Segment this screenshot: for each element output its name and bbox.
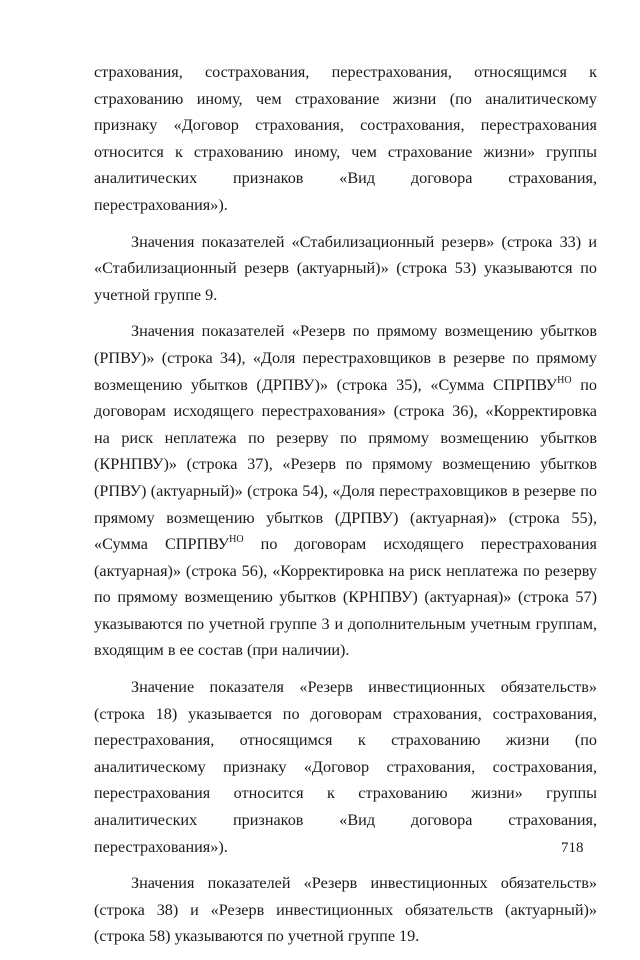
page-number: 718 — [561, 840, 584, 856]
text-run: Значение показателя «Резерв инвестиционных обязательств» (строка 18) указывается по договорам страхования, сострахования, перестрахования, относящимся к страхованию жизни (по аналитическому признаку «Договор страхования, сострахования, перестрахования относится к страхованию жизни» группы аналитических признаков «Вид договора страхования, перестрахования»). — [94, 678, 597, 856]
text-run: Значения показателей «Стабилизационный резерв» (строка 33) и «Стабилизационный резерв (актуарный)» (строка 53) указываются по учетной группе 9. — [94, 232, 597, 304]
paragraph — [94, 229, 597, 309]
paragraph — [94, 59, 597, 219]
superscript: НО — [229, 534, 244, 546]
paragraph — [94, 318, 597, 664]
text-run: по договорам исходящего перестрахования» (строка 36), «Корректировка на риск неплатежа по резерву по прямому возмещению убытков (КРНПВУ)» (строка 37), «Резерв по прямому возмещению убытков (РПВУ) (актуарный)» (строка 54), «Доля перестраховщиков в резерве по прямому возмещению убытков (ДРПВУ) (актуарная)» (строка 55), «Сумма СПРПВУ — [94, 375, 597, 554]
text-run: страхования, сострахования, перестрахования, относящимся к страхованию иному, чем страхование жизни (по аналитическому признаку «Договор страхования, сострахования, перестрахования относится к страхованию иному, чем страхование жизни» группы аналитических признаков «Вид договора страхования, перестрахования»). — [94, 63, 597, 214]
text-run: по договорам исходящего перестрахования (актуарная)» (строка 56), «Корректировка на риск неплатежа по резерву по прямому возмещению убытков (КРНПВУ) (актуарная)» (строка 57) указываются по учетной группе 3 и дополнительным учетным группам, входящим в ее состав (при наличии). — [94, 535, 597, 660]
body-text — [94, 59, 597, 960]
paragraph — [94, 870, 597, 950]
text-run: Значения показателей «Резерв по прямому возмещению убытков (РПВУ)» (строка 34), «Доля перестраховщиков в резерве по прямому возмещению убытков (ДРПВУ)» (строка 35), «Сумма СПРПВУ — [94, 322, 597, 394]
paragraph — [94, 674, 597, 860]
superscript: НО — [557, 374, 572, 386]
text-run: Значения показателей «Резерв инвестиционных обязательств» (строка 38) и «Резерв инвестиционных обязательств (актуарный)» (строка 58) указываются по учетной группе 19. — [94, 874, 597, 946]
